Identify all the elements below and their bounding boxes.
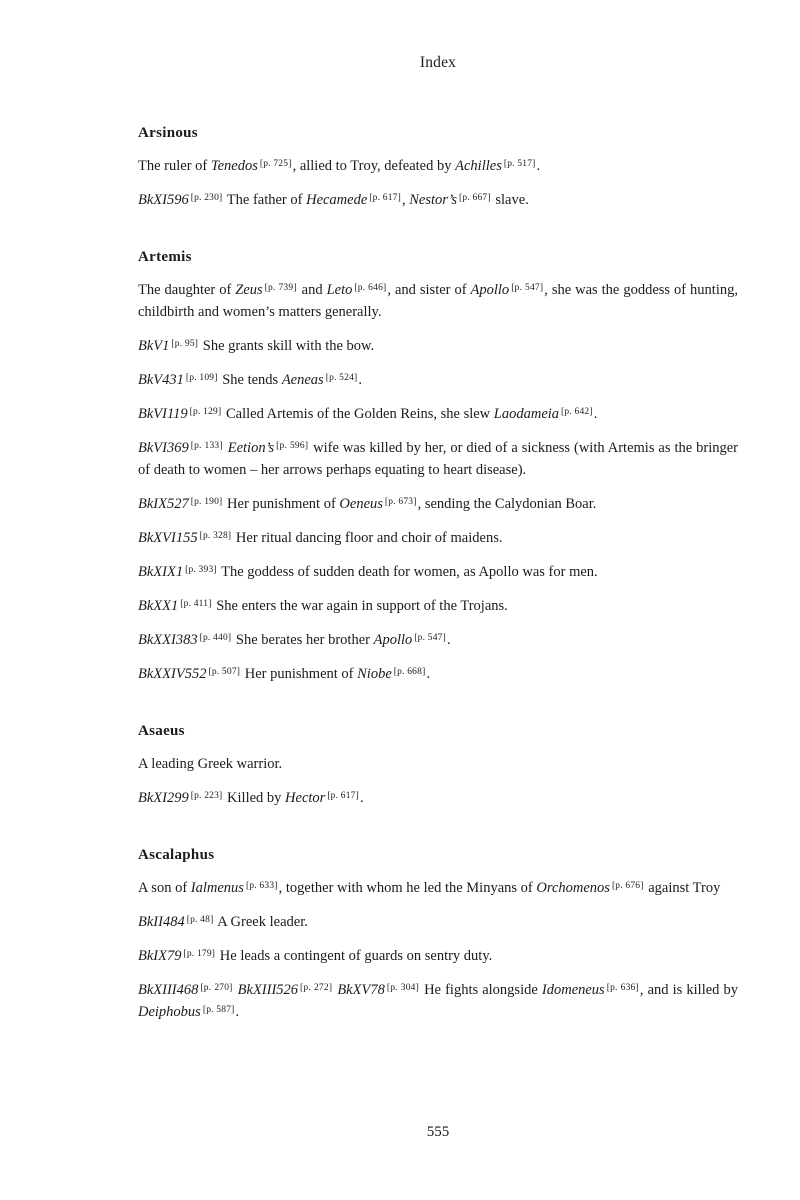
name-italic: Tenedos [210, 158, 258, 174]
entry-paragraph [138, 279, 738, 323]
page-reference: [p. 633] [245, 880, 278, 891]
entry-term: Asaeus [138, 723, 185, 739]
name-italic: Ialmenus [190, 880, 244, 896]
index-entry [138, 721, 738, 809]
text-run: . [593, 406, 598, 422]
book-reference: BkXIII468 [138, 982, 199, 998]
name-italic: Nestor’s [409, 192, 458, 208]
page-title: Index [419, 54, 457, 71]
book-reference: BkVI369 [138, 440, 189, 456]
text-run: She grants skill with the bow. [199, 338, 375, 354]
page-reference: [p. 646] [354, 282, 387, 293]
book-reference: BkIX79 [138, 948, 182, 964]
book-reference: BkII484 [138, 914, 185, 930]
page-reference: [p. 617] [369, 192, 401, 203]
book-reference: BkIX527 [138, 496, 189, 512]
book-reference: BkXIX1 [138, 564, 184, 580]
text-run: A leading Greek warrior. [138, 756, 283, 772]
page-reference: [p. 739] [264, 282, 297, 293]
name-italic: Laodameia [493, 406, 560, 422]
name-italic: Oeneus [339, 496, 383, 512]
text-run: The daughter of [138, 282, 236, 298]
book-reference: BkXV78 [337, 982, 385, 998]
entry-paragraph [138, 189, 738, 211]
page-reference: [p. 596] [276, 440, 309, 451]
text-run: . [360, 790, 364, 806]
text-run: and [297, 282, 327, 298]
text-run: She tends [218, 372, 282, 388]
text-run: , together with whom he led the Minyans of [278, 880, 537, 896]
text-run: She enters the war again in support of the Trojans. [212, 598, 508, 614]
entry-paragraph [138, 629, 738, 651]
page-content [138, 0, 738, 1023]
page-reference: [p. 507] [208, 666, 241, 677]
entry-paragraph [138, 979, 738, 1023]
book-reference: BkV1 [138, 338, 170, 354]
book-reference: BkXX1 [138, 598, 179, 614]
text-run: , and is killed by [639, 982, 739, 998]
book-reference: BkXI299 [138, 790, 189, 806]
page-reference: [p. 223] [190, 790, 223, 801]
text-run: . [536, 158, 541, 174]
page-number: 555 [426, 1124, 450, 1140]
name-italic: Zeus [235, 282, 263, 298]
text-run: , and sister of [387, 282, 471, 298]
page-reference: [p. 668] [393, 666, 426, 677]
entry-paragraph [138, 945, 738, 967]
entry-term: Artemis [138, 249, 192, 265]
page-reference: [p. 617] [327, 790, 359, 801]
text-run: The goddess of sudden death for women, as Apollo was for men. [217, 564, 598, 580]
entry-paragraph [138, 155, 738, 177]
page-reference: [p. 230] [190, 192, 223, 203]
book-reference: BkVI119 [138, 406, 188, 422]
page-reference: [p. 411] [180, 598, 212, 609]
text-run: Killed by [223, 790, 286, 806]
name-italic: Eetion’s [227, 440, 275, 456]
entry-term: Ascalaphus [138, 847, 215, 863]
entry-paragraph [138, 369, 738, 391]
text-run: The father of [223, 192, 307, 208]
entry-paragraph [138, 911, 738, 933]
entry-paragraph [138, 493, 738, 515]
page-reference: [p. 725] [259, 158, 292, 169]
entry-term: Arsinous [138, 125, 198, 141]
text-run: slave. [491, 192, 529, 208]
page-reference: [p. 129] [189, 406, 222, 417]
page-reference: [p. 328] [199, 530, 232, 541]
entry-paragraph [138, 335, 738, 357]
text-run: against Troy [644, 880, 721, 896]
text-run: . [426, 666, 431, 682]
index-entries [138, 123, 738, 1023]
page-reference: [p. 587] [202, 1004, 235, 1015]
index-entry [138, 247, 738, 685]
page-reference: [p. 524] [325, 372, 358, 383]
page-reference: [p. 547] [511, 282, 544, 293]
page-reference: [p. 667] [459, 192, 491, 203]
page-reference: [p. 179] [183, 948, 216, 959]
entry-paragraph [138, 561, 738, 583]
name-italic: Hecamede [306, 192, 368, 208]
name-italic: Idomeneus [541, 982, 605, 998]
text-run: Her ritual dancing floor and choir of maidens. [232, 530, 503, 546]
text-run: She berates her brother [232, 632, 374, 648]
page-reference: [p. 95] [171, 338, 199, 349]
page-reference: [p. 517] [503, 158, 536, 169]
text-run: Her punishment of [241, 666, 358, 682]
entry-paragraph [138, 437, 738, 481]
page-reference: [p. 272] [300, 982, 333, 993]
text-run: . [235, 1004, 240, 1020]
book-reference: BkXI596 [138, 192, 189, 208]
page-reference: [p. 673] [384, 496, 417, 507]
text-run: , allied to Troy, defeated by [292, 158, 456, 174]
book-reference: BkXVI155 [138, 530, 198, 546]
text-run: , sending the Calydonian Boar. [417, 496, 597, 512]
name-italic: Orchomenos [536, 880, 610, 896]
book-reference: BkV431 [138, 372, 184, 388]
name-italic: Apollo [470, 282, 510, 298]
index-entry [138, 123, 738, 211]
text-run: , [401, 192, 410, 208]
entry-paragraph [138, 877, 738, 899]
book-reference: BkXXIV552 [138, 666, 207, 682]
entry-paragraph [138, 527, 738, 549]
page-reference: [p. 190] [190, 496, 223, 507]
entry-paragraph [138, 663, 738, 685]
entry-paragraph [138, 595, 738, 617]
entry-paragraph [138, 753, 738, 775]
name-italic: Deiphobus [138, 1004, 201, 1020]
name-italic: Achilles [455, 158, 502, 174]
entry-paragraph [138, 787, 738, 809]
book-reference: BkXIII526 [237, 982, 299, 998]
text-run: Her punishment of [223, 496, 340, 512]
text-run: wife was killed by her, or died of a sickness (with Artemis as the bringer of death to women – her arrows perhaps equating to heart disease). [138, 440, 739, 478]
entry-paragraph [138, 403, 738, 425]
name-italic: Hector [285, 790, 326, 806]
page-reference: [p. 133] [190, 440, 223, 451]
name-italic: Niobe [357, 666, 392, 682]
page-reference: [p. 304] [386, 982, 419, 993]
text-run: Called Artemis of the Golden Reins, she slew [222, 406, 494, 422]
index-entry [138, 845, 738, 1023]
page-reference: [p. 440] [199, 632, 232, 643]
text-run: A Greek leader. [214, 914, 308, 930]
text-run: , she was the goddess of hunting, childbirth and women’s matters generally. [138, 282, 738, 320]
name-italic: Aeneas [281, 372, 324, 388]
name-italic: Leto [326, 282, 353, 298]
text-run: He fights alongside [419, 982, 542, 998]
page-reference: [p. 393] [185, 564, 217, 575]
page-reference: [p. 642] [561, 406, 593, 417]
page-reference: [p. 109] [185, 372, 218, 383]
book-reference: BkXXI383 [138, 632, 198, 648]
page-reference: [p. 547] [414, 632, 446, 643]
page-reference: [p. 270] [200, 982, 233, 993]
text-run: A son of [138, 880, 191, 896]
text-run: He leads a contingent of guards on sentry duty. [216, 948, 493, 964]
page-reference: [p. 48] [186, 914, 214, 925]
page-reference: [p. 676] [611, 880, 644, 891]
page-reference: [p. 636] [606, 982, 639, 993]
text-run: The ruler of [138, 158, 211, 174]
text-run: . [358, 372, 363, 388]
name-italic: Apollo [373, 632, 413, 648]
text-run: . [446, 632, 451, 648]
